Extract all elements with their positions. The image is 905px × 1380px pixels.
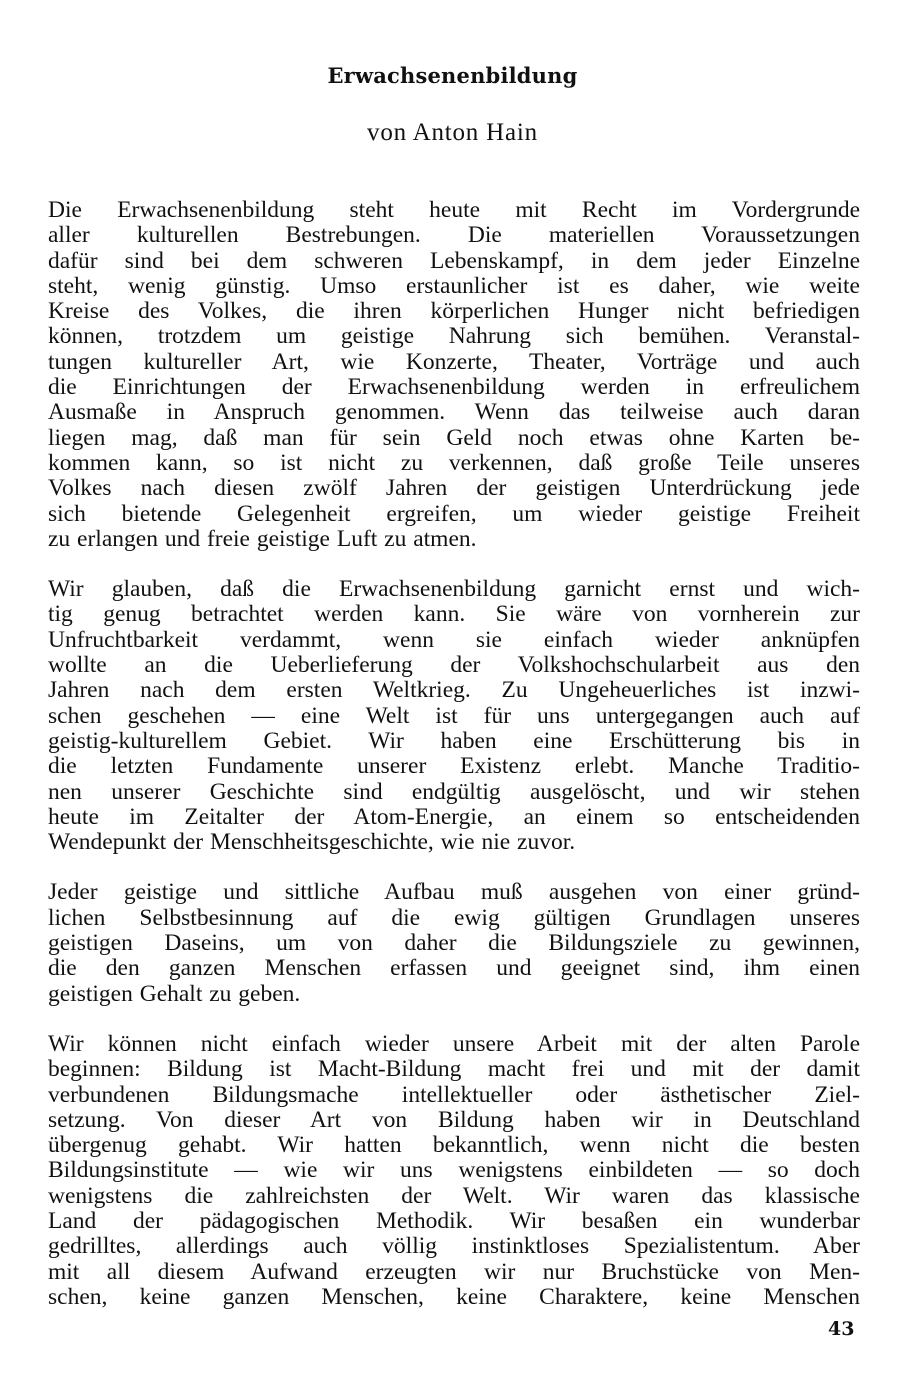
text-line: Jeder geistige und sittliche Aufbau muß ausgehen von einer gründ- <box>48 879 860 906</box>
text-line: dafür sind bei dem schweren Lebenskampf, in dem jeder Einzelne <box>48 247 860 274</box>
article-title: Erwachsenenbildung <box>327 63 578 88</box>
text-line: beginnen: Bildung ist Macht-Bildung macht frei und mit der damit <box>48 1056 860 1083</box>
text-line: wenigstens die zahlreichsten der Welt. Wir waren das klassische <box>48 1182 860 1209</box>
paragraph <box>48 198 860 552</box>
text-line: setzung. Von dieser Art von Bildung haben wir in Deutschland <box>48 1106 860 1133</box>
article-body <box>48 198 860 1335</box>
text-line: tungen kultureller Art, wie Konzerte, Theater, Vorträge und auch <box>48 348 860 375</box>
text-line: Kreise des Volkes, die ihren körperlichen Hunger nicht befriedigen <box>48 298 860 325</box>
paragraph <box>48 1032 860 1310</box>
text-line: die den ganzen Menschen erfassen und geeignet sind, ihm einen <box>48 955 860 982</box>
text-line: schen geschehen — eine Welt ist für uns untergegangen auch auf <box>48 702 860 729</box>
text-line: Land der pädagogischen Methodik. Wir besaßen ein wunderbar <box>48 1207 860 1234</box>
text-line: sich bietende Gelegenheit ergreifen, um wieder geistige Freiheit <box>48 500 860 527</box>
text-line: gedrilltes, allerdings auch völlig instinktloses Spezialistentum. Aber <box>48 1233 860 1260</box>
text-line: geistigen Gehalt zu geben. <box>48 980 301 1007</box>
text-line: verbundenen Bildungsmache intellektueller oder ästhetischer Ziel- <box>48 1081 860 1108</box>
paragraph <box>48 880 860 1006</box>
text-line: wollte an die Ueberlieferung der Volkshochschularbeit aus den <box>48 652 860 679</box>
text-line: nen unserer Geschichte sind endgültig ausgelöscht, und wir stehen <box>48 778 860 805</box>
text-line: schen, keine ganzen Menschen, keine Charaktere, keine Menschen <box>48 1283 860 1310</box>
text-line: Ausmaße in Anspruch genommen. Wenn das teilweise auch daran <box>48 399 860 426</box>
text-line: übergenug gehabt. Wir hatten bekanntlich, wenn nicht die besten <box>48 1132 860 1159</box>
page-number: 43 <box>828 1318 855 1340</box>
text-line: liegen mag, daß man für sein Geld noch etwas ohne Karten be- <box>48 424 860 451</box>
text-line: die letzten Fundamente unserer Existenz erlebt. Manche Traditio- <box>48 753 860 780</box>
text-line: Jahren nach dem ersten Weltkrieg. Zu Ungeheuerliches ist inzwi- <box>48 677 860 704</box>
text-line: Volkes nach diesen zwölf Jahren der geistigen Unterdrückung jede <box>48 475 860 502</box>
text-line: geistigen Daseins, um von daher die Bildungsziele zu gewinnen, <box>48 930 860 957</box>
text-line: geistig-kulturellem Gebiet. Wir haben eine Erschütterung bis in <box>48 727 860 754</box>
text-line: Die Erwachsenenbildung steht heute mit Recht im Vordergrunde <box>48 197 860 223</box>
text-line: zu erlangen und freie geistige Luft zu atmen. <box>48 525 477 552</box>
text-line: mit all diesem Aufwand erzeugten wir nur Bruchstücke von Men- <box>48 1258 860 1285</box>
text-line: steht, wenig günstig. Umso erstaunlicher ist es daher, wie weite <box>48 272 860 299</box>
text-line: können, trotzdem um geistige Nahrung sich bemühen. Veranstal- <box>48 323 860 350</box>
text-line: heute im Zeitalter der Atom-Energie, an einem so entscheidenden <box>48 803 860 830</box>
article-author: von Anton Hain <box>367 119 538 146</box>
text-line: tig genug betrachtet werden kann. Sie wäre von vornherein zur <box>48 601 860 628</box>
text-line: Wendepunkt der Menschheitsgeschichte, wie nie zuvor. <box>48 829 576 856</box>
text-line: kommen kann, so ist nicht zu verkennen, daß große Teile unseres <box>48 449 860 476</box>
text-line: Wir glauben, daß die Erwachsenenbildung garnicht ernst und wich- <box>48 576 860 603</box>
text-line: Wir können nicht einfach wieder unsere Arbeit mit der alten Parole <box>48 1030 860 1057</box>
paragraph <box>48 577 860 855</box>
text-line: Unfruchtbarkeit verdammt, wenn sie einfach wieder anknüpfen <box>48 626 860 653</box>
text-line: aller kulturellen Bestrebungen. Die materiellen Voraussetzungen <box>48 222 860 249</box>
text-line: lichen Selbstbesinnung auf die ewig gültigen Grundlagen unseres <box>48 904 860 931</box>
text-line: die Einrichtungen der Erwachsenenbildung werden in erfreulichem <box>48 374 860 401</box>
text-line: Bildungsinstitute — wie wir uns wenigstens einbildeten — so doch <box>48 1157 860 1184</box>
